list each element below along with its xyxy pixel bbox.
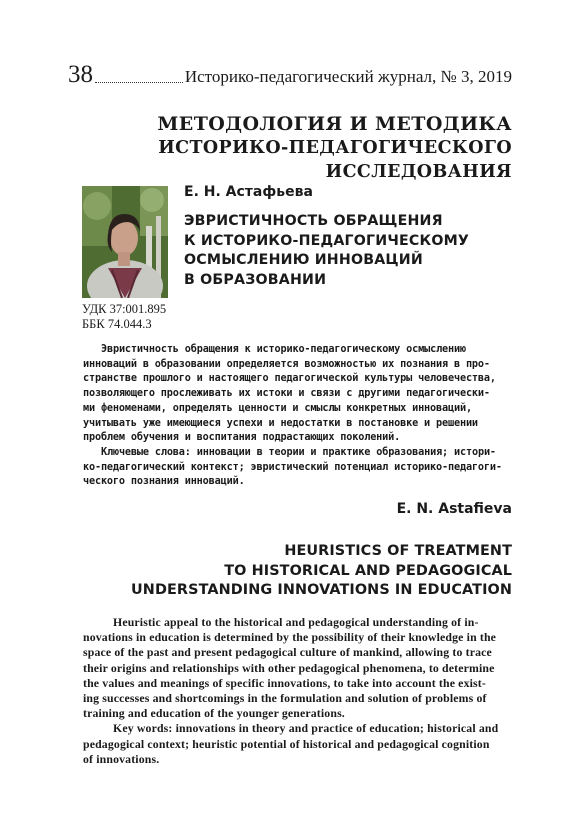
abstract-ru-line: ми феноменами, определять ценности и смыслы конкретных инноваций, [83,402,472,414]
udc-code: УДК 37:001.895 [82,302,167,316]
abstract-ru-line: позволяющего прослеживать их истоки и связи с другими педагогически- [83,388,490,400]
bbk-code: ББК 74.044.3 [82,317,152,331]
article-title-ru-line: ЭВРИСТИЧНОСТЬ ОБРАЩЕНИЯ [184,213,443,229]
keywords-ru-line: ческого познания инноваций. [83,476,245,488]
article-title-ru [184,212,514,290]
abstract-en-line: Heuristic appeal to the historical and pedagogical understanding of in- [113,615,479,629]
dot-leader [95,81,183,83]
running-header [68,60,512,92]
abstract-en-line: ing successes and shortcomings in the formulation and solution of problems of [83,691,487,706]
section-heading-line: ИСТОРИКО-ПЕДАГОГИЧЕСКОГО [158,138,512,158]
keywords-en-line: pedagogical context; heuristic potential of historical and pedagogical cognition [83,736,490,751]
author-name-en: E. N. Astafieva [396,501,512,517]
abstract-en-line: space of the past and present pedagogical culture of mankind, allowing to trace [83,645,492,660]
abstract-ru-line: инноваций в образовании определяется возможностью их познания в про- [83,358,490,370]
abstract-en-line: novations in education is determined by the possibility of their knowledge in the [83,630,497,645]
article-title-en-line: TO HISTORICAL AND PEDAGOGICAL [224,562,512,579]
abstract-ru-line: учитывать уже имеющиеся успехи и недостатки в постановке и решении [83,417,478,429]
article-title-en-line: UNDERSTANDING INNOVATIONS IN EDUCATION [131,582,512,598]
keywords-ru-line: Ключевые слова: инновации в теории и практике образования; истори- [101,446,496,458]
abstract-ru [83,343,513,490]
section-heading-line: МЕТОДОЛОГИЯ И МЕТОДИКА [157,113,512,135]
classification-codes [82,302,166,332]
author-portrait-image [82,186,168,298]
abstract-en-line: training and education of the younger generations. [83,706,345,721]
article-title-ru-line: К ИСТОРИКО-ПЕДАГОГИЧЕСКОМУ [184,232,470,249]
abstract-ru-line: проблем обучения и воспитания подрастающих поколений. [83,432,401,444]
journal-title: Историко-педагогический журнал, № 3, 2019 [184,67,512,86]
abstract-en [83,615,513,767]
author-photo [82,186,168,298]
article-title-en-line: HEURISTICS OF TREATMENT [284,543,512,559]
article-title-en [82,542,512,601]
keywords-ru-line: ко-педагогический контекст; эвристический потенциал историко-педагоги- [83,461,502,473]
keywords-en-line: of innovations. [83,751,160,766]
article-title-ru-line: ОСМЫСЛЕНИЮ ИННОВАЦИЙ [184,252,423,268]
abstract-en-line: their origins and relationships with other pedagogical phenomena, to determine [83,660,495,675]
page-number: 38 [68,61,93,88]
keywords-en-line: Key words: innovations in theory and practice of education; historical and [113,721,499,736]
author-name-ru: Е. Н. Астафьева [184,184,313,200]
abstract-ru-line: странстве прошлого и настоящего педагогической культуры человечества, [83,373,496,385]
section-heading [112,112,512,184]
abstract-ru-line: Эвристичность обращения к историко-педагогическому осмыслению [101,344,466,355]
article-title-ru-line: В ОБРАЗОВАНИИ [184,271,327,288]
abstract-en-line: the values and meanings of specific innovations, to take into account the exist- [83,675,486,690]
section-heading-line: ИССЛЕДОВАНИЯ [325,162,512,182]
